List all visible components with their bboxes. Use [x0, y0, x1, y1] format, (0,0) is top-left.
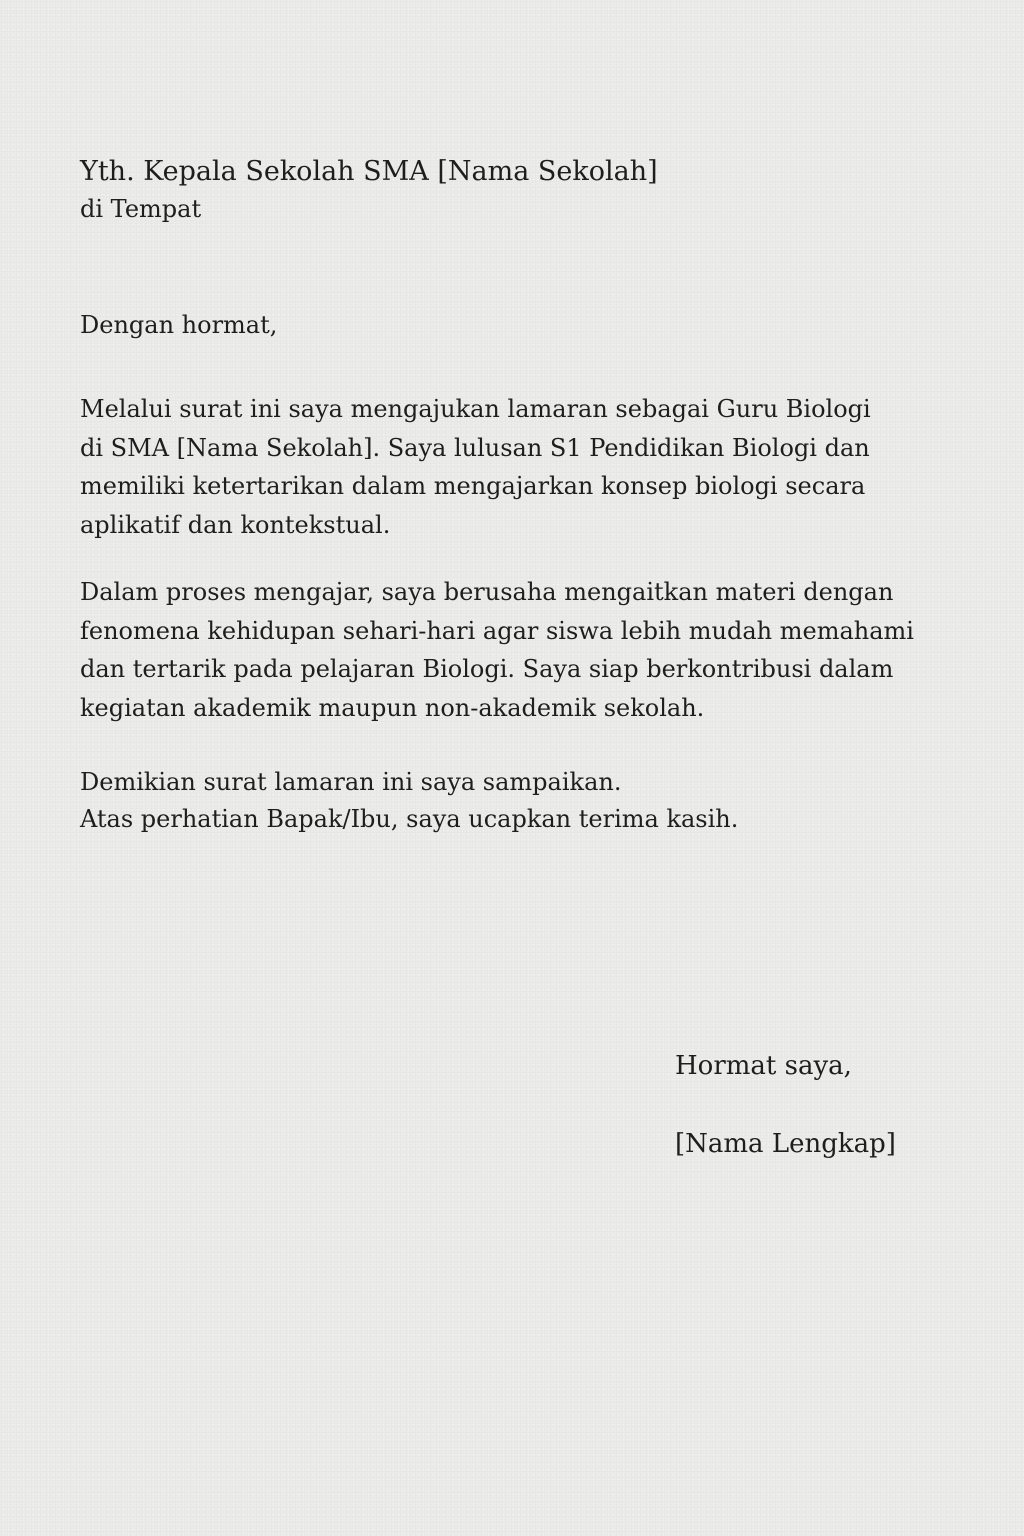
signature-name: [Nama Lengkap]: [675, 1129, 896, 1159]
paragraph-line: Dalam proses mengajar, saya berusaha mengaitkan materi dengan: [80, 578, 894, 606]
paragraph-line: kegiatan akademik maupun non-akademik sekolah.: [80, 693, 705, 722]
paragraph-line: memiliki ketertarikan dalam mengajarkan konsep biologi secara: [80, 472, 866, 500]
closing-paragraph: [80, 764, 738, 838]
signature-regards: Hormat saya,: [675, 1051, 852, 1081]
body-paragraph-2: [80, 573, 914, 727]
recipient-block: [80, 152, 658, 226]
paragraph-line: di SMA [Nama Sekolah]. Saya lulusan S1 Pendidikan Biologi dan: [80, 433, 870, 462]
body-paragraph-1: [80, 390, 871, 544]
paragraph-line: Melalui surat ini saya mengajukan lamaran sebagai Guru Biologi: [80, 395, 871, 423]
paragraph-line: dan tertarik pada pelajaran Biologi. Saya siap berkontribusi dalam: [80, 655, 894, 683]
closing-line: Demikian surat lamaran ini saya sampaikan.: [80, 768, 622, 796]
recipient-line: Yth. Kepala Sekolah SMA [Nama Sekolah]: [80, 156, 658, 187]
paragraph-line: fenomena kehidupan sehari-hari agar siswa lebih mudah memahami: [80, 616, 914, 645]
recipient-location: di Tempat: [80, 195, 202, 223]
salutation: Dengan hormat,: [80, 311, 278, 339]
signature-block: [675, 1046, 896, 1164]
paragraph-line: aplikatif dan kontekstual.: [80, 510, 391, 539]
closing-line: Atas perhatian Bapak/Ibu, saya ucapkan terima kasih.: [80, 805, 739, 833]
